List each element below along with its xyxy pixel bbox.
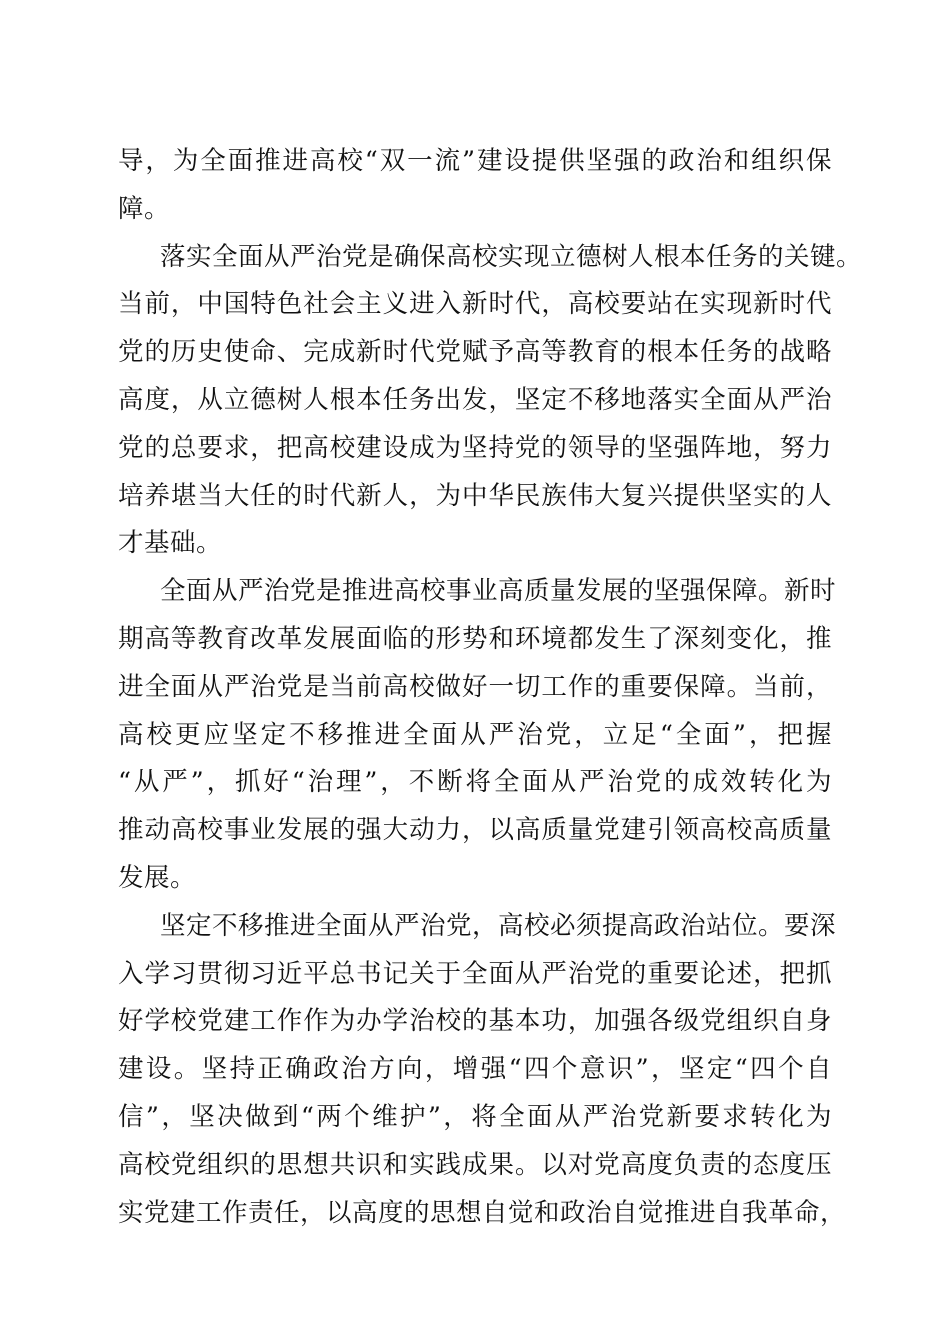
- text-line: 好学校党建工作作为办学治校的基本功，加强各级党组织自身: [118, 1006, 832, 1037]
- text-line: 入学习贯彻习近平总书记关于全面从严治党的重要论述，把抓: [118, 958, 832, 989]
- text-line: 党的总要求，把高校建设成为坚持党的领导的坚强阵地，努力: [118, 432, 832, 463]
- text-line: 党的历史使命、完成新时代党赋予高等教育的根本任务的战略: [118, 337, 832, 368]
- text-line: 建设。坚持正确政治方向，增强“四个意识”，坚定“四个自: [118, 1054, 832, 1085]
- text-line: 高校更应坚定不移推进全面从严治党，立足“全面”，把握: [118, 719, 832, 750]
- text-line: 进全面从严治党是当前高校做好一切工作的重要保障。当前，: [118, 671, 832, 702]
- text-line: 实党建工作责任，以高度的思想自觉和政治自觉推进自我革命，: [118, 1197, 847, 1228]
- text-line: 高度，从立德树人根本任务出发，坚定不移地落实全面从严治: [118, 384, 832, 415]
- text-line: 发展。: [118, 862, 197, 893]
- text-line: 障。: [118, 193, 171, 224]
- text-line: “从严”，抓好“治理”，不断将全面从严治党的成效转化为: [118, 767, 832, 798]
- document-body: [118, 138, 863, 1237]
- text-line: 信”，坚决做到“两个维护”，将全面从严治党新要求转化为: [118, 1101, 832, 1132]
- paragraph-first-line: 全面从严治党是推进高校事业高质量发展的坚强保障。新时: [160, 576, 837, 607]
- text-line: 当前，中国特色社会主义进入新时代，高校要站在实现新时代: [118, 289, 832, 320]
- text-line: 才基础。: [118, 528, 223, 559]
- text-line: 培养堪当大任的时代新人，为中华民族伟大复兴提供坚实的人: [118, 480, 832, 511]
- paragraph-first-line: 落实全面从严治党是确保高校实现立德树人根本任务的关键。: [160, 241, 863, 272]
- text-line: 高校党组织的思想共识和实践成果。以对党高度负责的态度压: [118, 1149, 832, 1180]
- text-line: 期高等教育改革发展面临的形势和环境都发生了深刻变化，推: [118, 623, 832, 654]
- paragraph-first-line: 坚定不移推进全面从严治党，高校必须提高政治站位。要深: [160, 910, 837, 941]
- text-line: 导，为全面推进高校“双一流”建设提供坚强的政治和组织保: [118, 146, 832, 176]
- text-line: 推动高校事业发展的强大动力，以高质量党建引领高校高质量: [118, 815, 832, 846]
